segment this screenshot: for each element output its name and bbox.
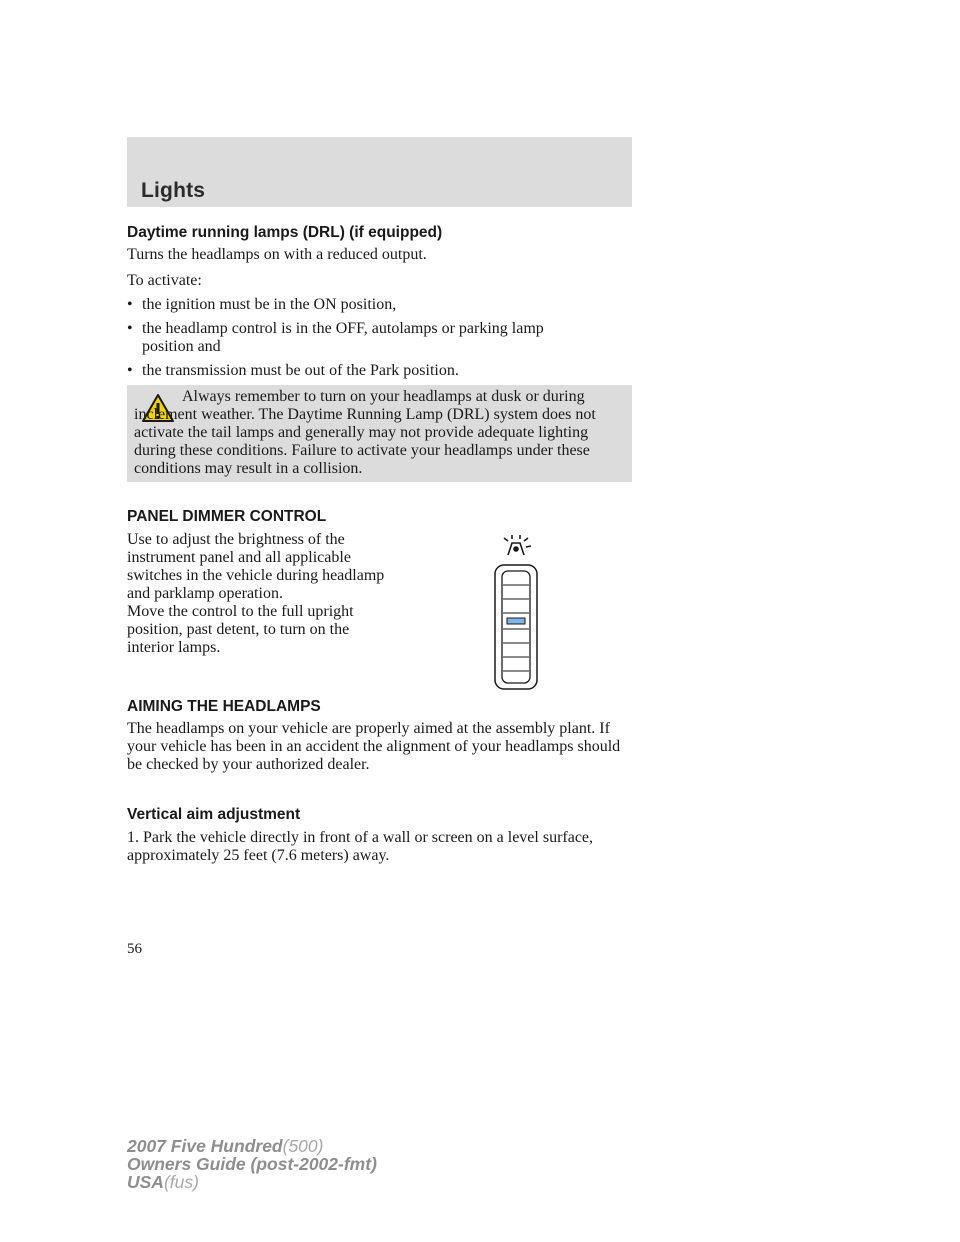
panel-dimmer-para1: Use to adjust the brightness of the instrument panel and all applicable switches in the vehicle during headlamp and parklamp operation. <box>127 531 385 602</box>
bullet-icon: • <box>127 296 133 313</box>
drl-heading: Daytime running lamps (DRL) (if equipped) <box>127 224 443 241</box>
bullet-icon: • <box>127 320 133 337</box>
panel-dimmer-para2: Move the control to the full upright position, past detent, to turn on the interior lamps. <box>127 603 354 656</box>
bullet-text: the transmission must be out of the Park position. <box>142 362 459 379</box>
footer-guide: Owners Guide (post-2002-fmt) <box>127 1154 377 1174</box>
warning-box <box>127 385 632 482</box>
panel-dimmer-thumbwheel-icon <box>494 533 540 691</box>
panel-dimmer-heading: PANEL DIMMER CONTROL <box>127 508 327 525</box>
bullet-text: the ignition must be in the ON position, <box>142 296 397 313</box>
interior-lamp-icon <box>504 535 531 555</box>
warning-text: Always remember to turn on your headlamps at dusk or during inclement weather. The Daytime Running Lamp (DRL) system does not activate the tail lamps and generally may not provide adequate lighting during these conditions. Failure to activate your headlamps under these conditions may result in a collision. <box>134 388 596 477</box>
bullet-text: the headlamp control is in the OFF, autolamps or parking lamp position and <box>142 320 544 355</box>
footer-model-code: (500) <box>282 1136 324 1156</box>
footer-model: 2007 Five Hundred <box>127 1136 283 1156</box>
bullet-icon: • <box>127 362 133 379</box>
footer-market-code: (fus) <box>163 1172 199 1192</box>
document-footer <box>127 1137 377 1191</box>
drl-activate-label: To activate: <box>127 272 202 289</box>
aiming-para: The headlamps on your vehicle are properly aimed at the assembly plant. If your vehicle has been in an accident the alignment of your headlamps should be checked by your authorized dealer. <box>127 720 621 773</box>
section-header <box>127 137 632 207</box>
aiming-heading: AIMING THE HEADLAMPS <box>127 698 321 715</box>
drl-intro: Turns the headlamps on with a reduced output. <box>127 246 427 263</box>
footer-market: USA <box>127 1172 164 1192</box>
vertical-aim-step1: 1. Park the vehicle directly in front of a wall or screen on a level surface, approximately 25 feet (7.6 meters) away. <box>127 829 594 864</box>
section-title: Lights <box>141 179 206 202</box>
vertical-aim-heading: Vertical aim adjustment <box>127 806 301 823</box>
page-number: 56 <box>127 941 142 957</box>
